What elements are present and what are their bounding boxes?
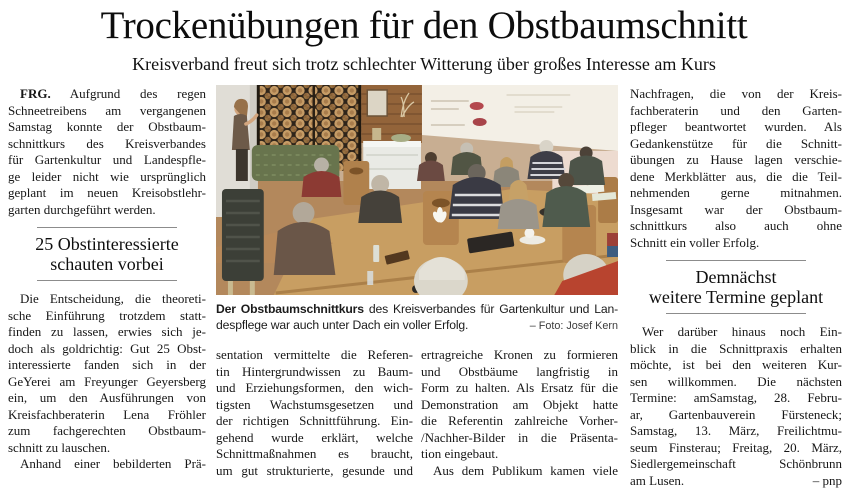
body-line: ein, um den Ausführungen von <box>8 390 206 407</box>
body-line: Demonstration am Objekt hatte <box>421 397 618 414</box>
body-line: Kreisfachberaterin Lena Fröhler <box>8 407 206 424</box>
divider-rule <box>666 313 806 314</box>
body-line: am Lusen. – pnp <box>630 473 842 489</box>
column-1 <box>8 86 206 473</box>
subhead-line: schauten vorbei <box>8 254 206 274</box>
article-photo <box>216 85 618 295</box>
body-line: Insgesamt war der Obstbaum- <box>630 202 842 219</box>
body-line: der richtigen Schnittführung. Ein- <box>216 413 413 430</box>
divider-rule <box>37 227 177 228</box>
body-line: schnitt zu lauschen. <box>8 440 206 457</box>
body-line: zum fachgerechten Obstbaum- <box>8 423 206 440</box>
body-line: ar, Gartenbauverein Fürsteneck; <box>630 407 842 424</box>
body-line: Aus dem Publikum kamen viele <box>421 463 618 480</box>
photo-credit: – Foto: Josef Kern <box>530 318 618 334</box>
body-line: /Nachher-Bilder in die Präsenta- <box>421 430 618 447</box>
body-line: um gut strukturierte, gesunde und <box>216 463 413 480</box>
body-line: Form zu halten. Als Ersatz für die <box>421 380 618 397</box>
body-line: nehmenden gerne mitnahmen. <box>630 185 842 202</box>
body-line: Wer darüber hinaus noch Ein- <box>630 324 842 341</box>
body-line: für Gartenkultur und Landespfle- <box>8 152 206 169</box>
column-4-termine <box>630 324 842 489</box>
body-line: blick in die Schnittpraxis erhalten <box>630 341 842 358</box>
subhead-termine <box>630 267 842 307</box>
body-line: übungen zu Hause lagen verschie- <box>630 152 842 169</box>
divider-rule <box>37 280 177 281</box>
subhead-line: 25 Obstinteressierte <box>8 234 206 254</box>
body-line: Siedlergemeinschaft Schönbrunn <box>630 456 842 473</box>
subhead-line: Demnächst <box>630 267 842 287</box>
body-line: ge leider nicht wie ursprünglich <box>8 169 206 186</box>
body-line: sen willkommen. Die nächsten <box>630 374 842 391</box>
body-line: GeYerei am Freyunger Geyersberg <box>8 374 206 391</box>
column-4-body <box>630 86 842 251</box>
body-line: gehend wurde erklärt, welche <box>216 430 413 447</box>
photo-caption <box>216 301 618 334</box>
seminar-scene-illustration <box>216 85 618 295</box>
body-line: schnittkurs also auch ohne <box>630 218 842 235</box>
subheadline: Kreisverband freut sich trotz schlechter Witterung über großes Interesse am Kurs <box>0 53 848 75</box>
body-line: Nachfragen, die von der Kreis- <box>630 86 842 103</box>
column-2 <box>216 347 413 479</box>
body-line: Schnitt ein voller Erfolg. <box>630 235 842 252</box>
body-line: seum Finsterau; Freitag, 20. März, <box>630 440 842 457</box>
middle-columns <box>216 347 618 479</box>
caption-lead: Der Obstbaumschnittkurs <box>216 302 364 316</box>
body-line: tigsten Wachstumsgesetzen und <box>216 397 413 414</box>
body-line: und Erziehungsformen, den wich- <box>216 380 413 397</box>
body-line: Termine: amSamstag, 28. Febru- <box>630 390 842 407</box>
body-line: Schneetreibens am vergangenen <box>8 103 206 120</box>
body-line: Gedankenstütze für die Schnitt- <box>630 136 842 153</box>
body-line: FRG. Aufgrund des regen <box>8 86 206 103</box>
divider-rule <box>666 260 806 261</box>
body-line: dene Merkblätter aus, die die Teil- <box>630 169 842 186</box>
caption-text: despflege war auch unter Dach ein voller Erfolg. <box>216 317 468 333</box>
subhead-block-2 <box>630 260 842 314</box>
column-4 <box>630 86 842 489</box>
body-line: tion eingebaut. <box>421 446 618 463</box>
body-line: garten durchgeführt werden. <box>8 202 206 219</box>
headline: Trockenübungen für den Obstbaumschnitt <box>0 4 848 48</box>
column-1-intro <box>8 86 206 218</box>
body-line: sentation vermittelte die Referen- <box>216 347 413 364</box>
caption-rest: des Kreisverbandes für Gartenkultur und Lan- <box>369 302 618 316</box>
body-line: Samstag konnte der Obstbaum- <box>8 119 206 136</box>
photo-and-middle-columns <box>216 85 618 479</box>
body-line: sche Einführung trotzdem statt- <box>8 308 206 325</box>
body-line: die Referentin zahlreiche Vorher- <box>421 413 618 430</box>
subhead-line: weitere Termine geplant <box>630 287 842 307</box>
body-line: tin Hintergrundwissen zu Baum- <box>216 364 413 381</box>
body-line: Die Entscheidung, die theoreti- <box>8 291 206 308</box>
body-line: geplant im neuen Kreisobstlehr- <box>8 185 206 202</box>
body-line: Samstag, 13. März, Freilichtmu- <box>630 423 842 440</box>
body-line: interessierte fanden sich in der <box>8 357 206 374</box>
caption-line-1 <box>216 301 618 317</box>
body-line: pfleger beantwortet wurden. Als <box>630 119 842 136</box>
body-line: und Obstbäume langfristig in <box>421 364 618 381</box>
subhead-block-1 <box>8 227 206 281</box>
body-line: fachberaterin und den Garten- <box>630 103 842 120</box>
caption-line-2 <box>216 317 618 334</box>
body-line: Schnittmaßnahmen es braucht, <box>216 446 413 463</box>
body-line: Anhand einer bebilderten Prä- <box>8 456 206 473</box>
body-line: finden zu lassen, erwies sich je- <box>8 324 206 341</box>
subhead-obstinteressierte <box>8 234 206 274</box>
wood-plank-wall <box>361 85 422 143</box>
body-line: schnittkurs des Kreisverbandes <box>8 136 206 153</box>
column-3 <box>421 347 618 479</box>
body-line: doch als goldrichtig: Gut 25 Obst- <box>8 341 206 358</box>
body-line: ertragreiche Kronen zu formieren <box>421 347 618 364</box>
column-1-body <box>8 291 206 473</box>
body-line: möchte, ist bei den weiteren Kur- <box>630 357 842 374</box>
